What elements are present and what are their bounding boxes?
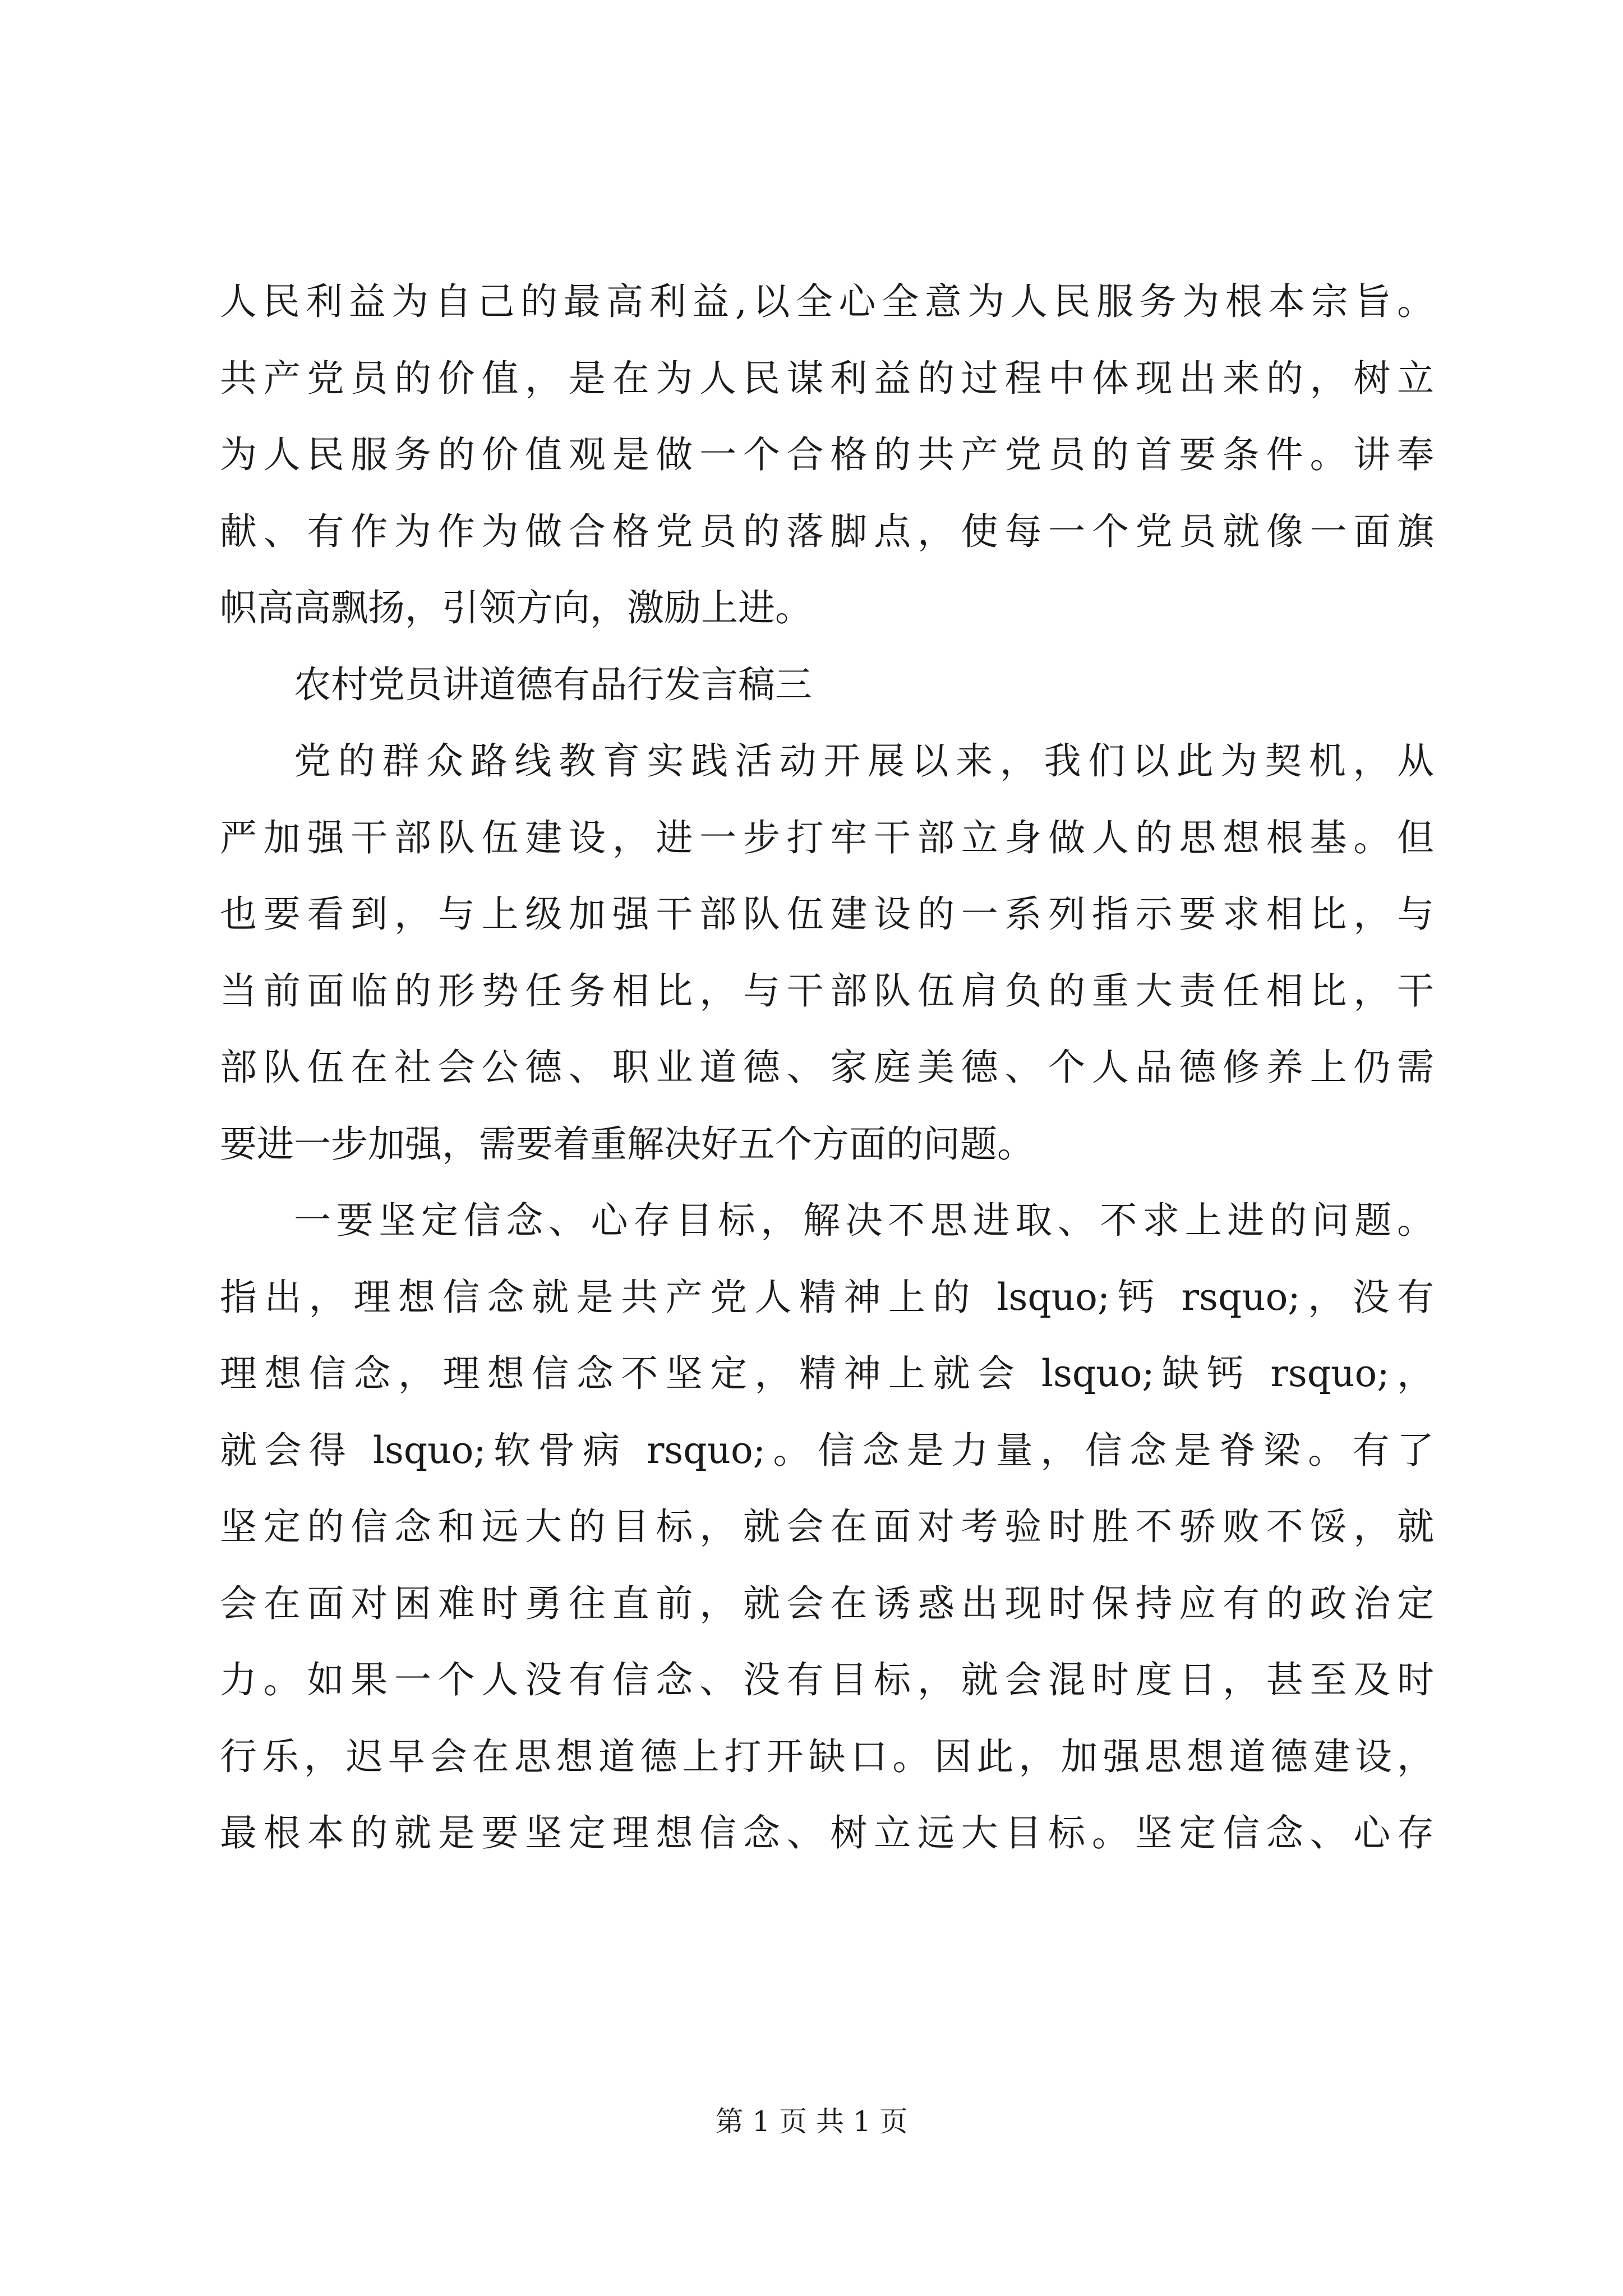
text-line: 一要坚定信念、心存目标，解决不思进取、不求上进的问题。 — [294, 1199, 1434, 1242]
document-body — [220, 264, 1434, 1872]
paragraph — [220, 723, 1434, 1182]
text-line: 理想信念，理想信念不坚定，精神上就会 lsquo;缺钙 rsquo;， — [220, 1352, 1434, 1395]
text-line: 当前面临的形势任务相比，与干部队伍肩负的重大责任相比，干 — [220, 969, 1434, 1013]
page-footer: 第 1 页 共 1 页 — [715, 2105, 908, 2138]
text-line: 献、有作为作为做合格党员的落脚点，使每一个党员就像一面旗 — [220, 509, 1434, 553]
paragraph — [220, 264, 1434, 647]
text-line: 要进一步加强，需要着重解决好五个方面的问题。 — [220, 1122, 1034, 1166]
text-line: 指出，理想信念就是共产党人精神上的 lsquo;钙 rsquo;，没有 — [220, 1275, 1434, 1319]
text-line: 最根本的就是要坚定理想信念、树立远大目标。坚定信念、心存 — [220, 1811, 1434, 1855]
text-line: 行乐，迟早会在思想道德上打开缺口。因此，加强思想道德建设， — [220, 1734, 1434, 1778]
text-line: 人民利益为自己的最高利益,以全心全意为人民服务为根本宗旨。 — [220, 280, 1434, 323]
text-line: 力。如果一个人没有信念、没有目标，就会混时度日，甚至及时 — [220, 1658, 1434, 1701]
text-line: 为人民服务的价值观是做一个合格的共产党员的首要条件。讲奉 — [220, 433, 1434, 476]
text-line: 坚定的信念和远大的目标，就会在面对考验时胜不骄败不馁，就 — [220, 1505, 1434, 1548]
text-line: 共产党员的价值，是在为人民谋利益的过程中体现出来的，树立 — [220, 356, 1434, 400]
text-line: 就会得 lsquo;软骨病 rsquo;。信念是力量，信念是脊梁。有了 — [220, 1428, 1434, 1472]
text-line: 农村党员讲道德有品行发言稿三 — [294, 662, 812, 706]
text-line: 会在面对困难时勇往直前，就会在诱惑出现时保持应有的政治定 — [220, 1581, 1434, 1625]
text-line: 党的群众路线教育实践活动开展以来，我们以此为契机，从 — [294, 739, 1434, 783]
text-line: 帜高高飘扬，引领方向，激励上进。 — [220, 586, 812, 629]
text-line: 也要看到，与上级加强干部队伍建设的一系列指示要求相比，与 — [220, 892, 1434, 936]
paragraph — [220, 1182, 1434, 1872]
text-line: 严加强干部队伍建设，进一步打牢干部立身做人的思想根基。但 — [220, 816, 1434, 859]
text-line: 部队伍在社会公德、职业道德、家庭美德、个人品德修养上仍需 — [220, 1046, 1434, 1089]
paragraph — [220, 647, 1434, 724]
